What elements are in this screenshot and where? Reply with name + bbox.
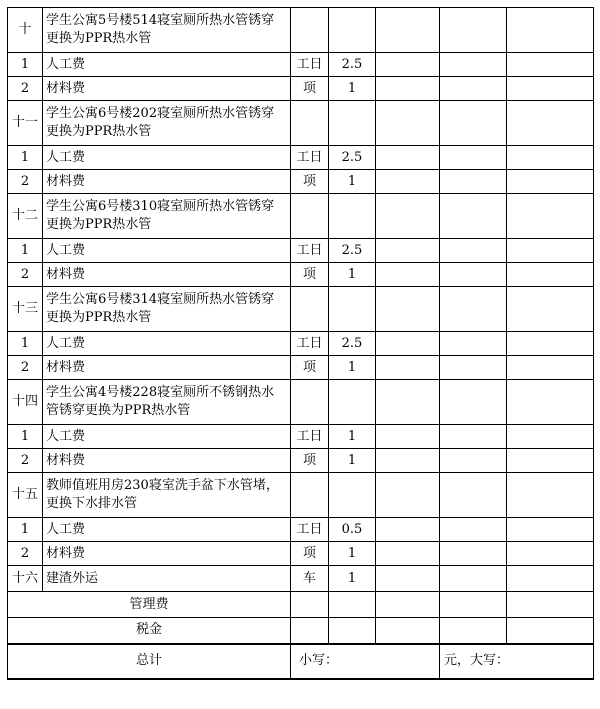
empty-cell <box>440 380 507 425</box>
item-row <box>8 263 594 287</box>
item-row <box>8 449 594 473</box>
item-row <box>8 542 594 566</box>
item-name: 材料费 <box>43 356 291 380</box>
group-title: 学生公寓6号楼310寝室厕所热水管锈穿更换为PPR热水管 <box>43 194 291 239</box>
empty-cell <box>507 592 594 618</box>
item-unit: 车 <box>291 566 329 592</box>
empty-cell <box>440 194 507 239</box>
empty-cell <box>329 101 376 146</box>
item-unit: 工日 <box>291 53 329 77</box>
item-number: 1 <box>8 518 43 542</box>
empty-cell <box>440 542 507 566</box>
group-header-row <box>8 101 594 146</box>
empty-cell <box>376 170 440 194</box>
empty-cell <box>507 425 594 449</box>
item-unit: 项 <box>291 170 329 194</box>
item-row <box>8 53 594 77</box>
empty-cell <box>440 287 507 332</box>
empty-cell <box>440 239 507 263</box>
item-quantity: 2.5 <box>329 146 376 170</box>
item-name: 材料费 <box>43 170 291 194</box>
empty-cell <box>376 101 440 146</box>
item-row <box>8 146 594 170</box>
item-number: 1 <box>8 53 43 77</box>
empty-cell <box>507 542 594 566</box>
item-quantity: 1 <box>329 356 376 380</box>
empty-cell <box>440 518 507 542</box>
empty-cell <box>440 449 507 473</box>
empty-cell <box>440 425 507 449</box>
empty-cell <box>376 592 440 618</box>
group-header-row <box>8 287 594 332</box>
empty-cell <box>291 592 329 618</box>
tax-row <box>8 618 594 644</box>
empty-cell <box>440 618 507 644</box>
empty-cell <box>440 170 507 194</box>
empty-cell <box>507 380 594 425</box>
group-header-row <box>8 194 594 239</box>
empty-cell <box>376 263 440 287</box>
item-number: 1 <box>8 239 43 263</box>
item-unit: 项 <box>291 263 329 287</box>
empty-cell <box>440 77 507 101</box>
item-row <box>8 425 594 449</box>
item-name: 人工费 <box>43 53 291 77</box>
empty-cell <box>507 518 594 542</box>
item-number: 2 <box>8 449 43 473</box>
empty-cell <box>507 170 594 194</box>
empty-cell <box>507 473 594 518</box>
item-unit: 工日 <box>291 518 329 542</box>
item-unit: 项 <box>291 356 329 380</box>
group-number: 十四 <box>8 380 43 425</box>
empty-cell <box>440 101 507 146</box>
item-unit: 项 <box>291 542 329 566</box>
item-quantity: 1 <box>329 170 376 194</box>
item-name: 材料费 <box>43 77 291 101</box>
group-title: 教师值班用房230寝室洗手盆下水管堵，更换下水排水管 <box>43 473 291 518</box>
item-quantity: 0.5 <box>329 518 376 542</box>
empty-cell <box>507 263 594 287</box>
item-unit: 工日 <box>291 239 329 263</box>
empty-cell <box>329 194 376 239</box>
item-quantity: 1 <box>329 425 376 449</box>
group-number: 十 <box>8 8 43 53</box>
item-quantity: 2.5 <box>329 53 376 77</box>
group-title: 学生公寓5号楼514寝室厕所热水管锈穿更换为PPR热水管 <box>43 8 291 53</box>
item-quantity: 1 <box>329 263 376 287</box>
empty-cell <box>507 449 594 473</box>
item-number: 2 <box>8 170 43 194</box>
empty-cell <box>440 356 507 380</box>
single-item-row <box>8 566 594 592</box>
empty-cell <box>291 380 329 425</box>
empty-cell <box>329 287 376 332</box>
item-quantity: 2.5 <box>329 332 376 356</box>
empty-cell <box>507 332 594 356</box>
empty-cell <box>376 473 440 518</box>
empty-cell <box>440 473 507 518</box>
item-number: 1 <box>8 332 43 356</box>
empty-cell <box>440 566 507 592</box>
empty-cell <box>507 194 594 239</box>
tax-label: 税金 <box>8 618 291 644</box>
empty-cell <box>376 239 440 263</box>
empty-cell <box>376 8 440 53</box>
group-number: 十三 <box>8 287 43 332</box>
item-row <box>8 239 594 263</box>
empty-cell <box>376 542 440 566</box>
item-unit: 项 <box>291 77 329 101</box>
empty-cell <box>329 8 376 53</box>
item-unit: 工日 <box>291 332 329 356</box>
empty-cell <box>376 449 440 473</box>
uppercase-amount-label: 元，大写： <box>440 644 594 679</box>
item-number: 1 <box>8 425 43 449</box>
item-number: 十六 <box>8 566 43 592</box>
item-name: 材料费 <box>43 449 291 473</box>
item-name: 人工费 <box>43 146 291 170</box>
group-header-row <box>8 380 594 425</box>
empty-cell <box>376 53 440 77</box>
empty-cell <box>291 618 329 644</box>
group-header-row <box>8 473 594 518</box>
management-fee-label: 管理费 <box>8 592 291 618</box>
total-label: 总计 <box>8 644 291 679</box>
item-name: 人工费 <box>43 332 291 356</box>
empty-cell <box>507 53 594 77</box>
empty-cell <box>507 618 594 644</box>
item-number: 2 <box>8 263 43 287</box>
item-number: 2 <box>8 356 43 380</box>
cost-table <box>7 7 594 680</box>
item-number: 2 <box>8 77 43 101</box>
item-row <box>8 77 594 101</box>
empty-cell <box>329 380 376 425</box>
item-quantity: 1 <box>329 77 376 101</box>
item-number: 2 <box>8 542 43 566</box>
item-name: 建渣外运 <box>43 566 291 592</box>
empty-cell <box>291 101 329 146</box>
item-name: 材料费 <box>43 542 291 566</box>
item-row <box>8 332 594 356</box>
empty-cell <box>507 356 594 380</box>
table-body <box>8 8 594 679</box>
empty-cell <box>376 356 440 380</box>
item-quantity: 1 <box>329 542 376 566</box>
empty-cell <box>440 332 507 356</box>
management-fee-row <box>8 592 594 618</box>
empty-cell <box>291 8 329 53</box>
empty-cell <box>376 146 440 170</box>
quote-sheet <box>7 7 594 680</box>
empty-cell <box>329 473 376 518</box>
item-name: 人工费 <box>43 239 291 263</box>
item-name: 人工费 <box>43 425 291 449</box>
empty-cell <box>376 518 440 542</box>
empty-cell <box>440 53 507 77</box>
empty-cell <box>376 194 440 239</box>
item-unit: 工日 <box>291 146 329 170</box>
empty-cell <box>507 566 594 592</box>
item-name: 材料费 <box>43 263 291 287</box>
item-number: 1 <box>8 146 43 170</box>
empty-cell <box>291 473 329 518</box>
group-number: 十五 <box>8 473 43 518</box>
empty-cell <box>507 239 594 263</box>
item-unit: 工日 <box>291 425 329 449</box>
item-row <box>8 170 594 194</box>
empty-cell <box>376 380 440 425</box>
empty-cell <box>440 8 507 53</box>
empty-cell <box>329 618 376 644</box>
item-quantity: 1 <box>329 566 376 592</box>
group-header-row <box>8 8 594 53</box>
empty-cell <box>376 618 440 644</box>
empty-cell <box>376 425 440 449</box>
empty-cell <box>507 287 594 332</box>
empty-cell <box>376 332 440 356</box>
empty-cell <box>291 194 329 239</box>
empty-cell <box>507 8 594 53</box>
group-number: 十一 <box>8 101 43 146</box>
item-name: 人工费 <box>43 518 291 542</box>
empty-cell <box>329 592 376 618</box>
lowercase-amount-label: 小写： <box>291 644 440 679</box>
empty-cell <box>376 566 440 592</box>
empty-cell <box>507 77 594 101</box>
group-title: 学生公寓4号楼228寝室厕所不锈钢热水管锈穿更换为PPR热水管 <box>43 380 291 425</box>
empty-cell <box>376 77 440 101</box>
empty-cell <box>440 592 507 618</box>
item-quantity: 2.5 <box>329 239 376 263</box>
item-row <box>8 518 594 542</box>
empty-cell <box>440 146 507 170</box>
group-title: 学生公寓6号楼314寝室厕所热水管锈穿更换为PPR热水管 <box>43 287 291 332</box>
item-row <box>8 356 594 380</box>
item-unit: 项 <box>291 449 329 473</box>
empty-cell <box>507 146 594 170</box>
total-row <box>8 644 594 679</box>
empty-cell <box>291 287 329 332</box>
empty-cell <box>440 263 507 287</box>
empty-cell <box>507 101 594 146</box>
item-quantity: 1 <box>329 449 376 473</box>
empty-cell <box>376 287 440 332</box>
group-title: 学生公寓6号楼202寝室厕所热水管锈穿更换为PPR热水管 <box>43 101 291 146</box>
group-number: 十二 <box>8 194 43 239</box>
